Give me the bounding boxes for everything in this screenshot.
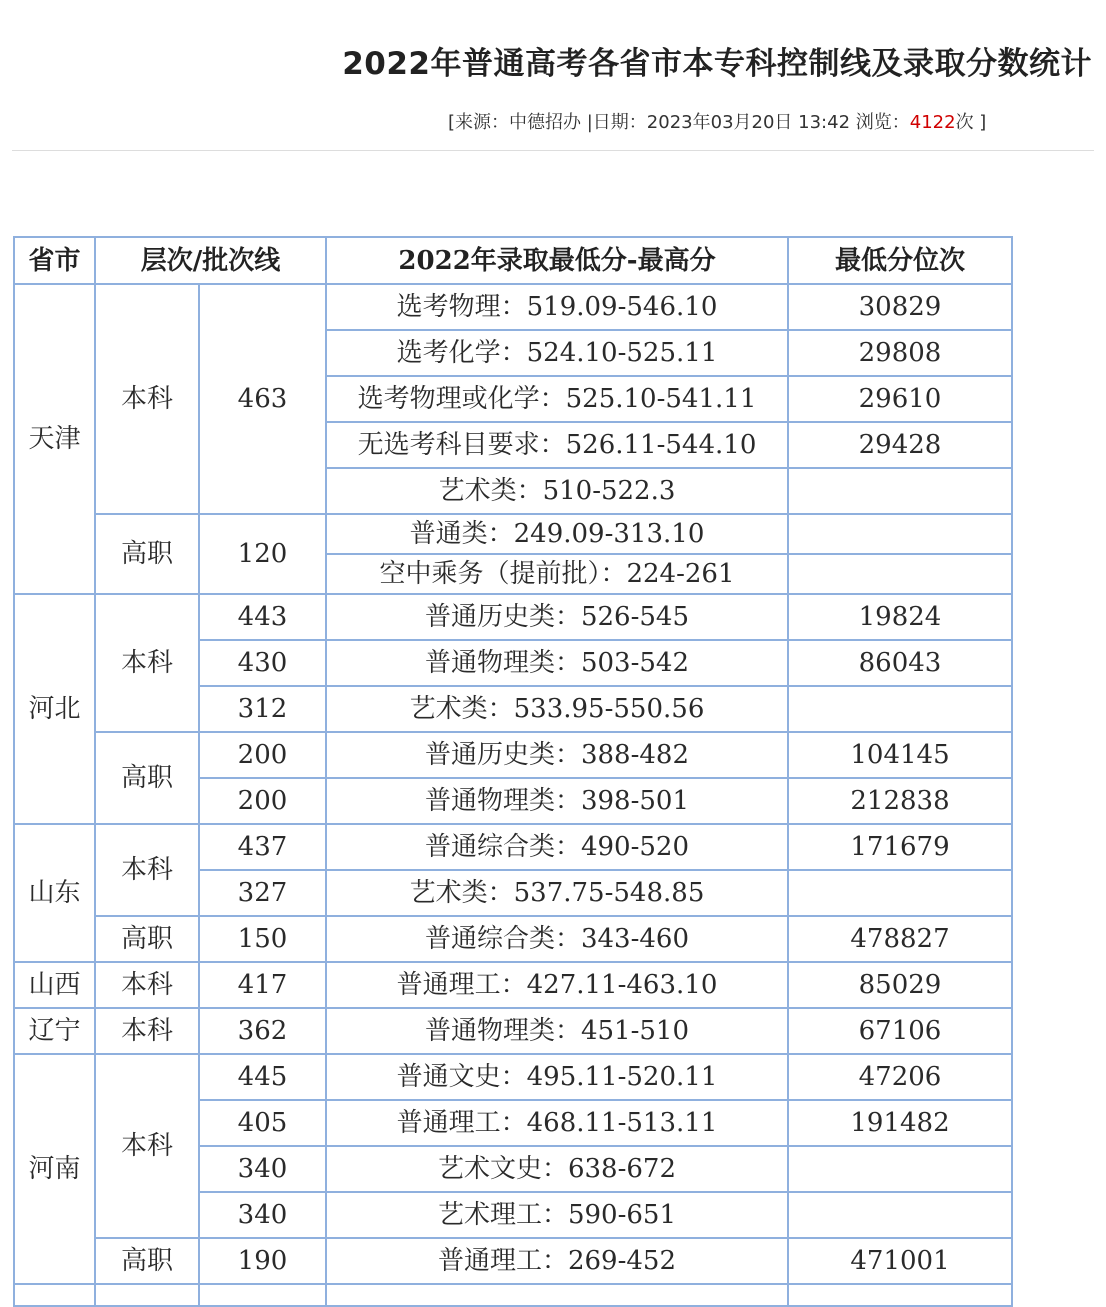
batch-line-cell: 120 — [199, 514, 326, 594]
level-cell: 本科 — [95, 824, 199, 916]
header-min-rank: 最低分位次 — [788, 237, 1012, 284]
table-row — [14, 732, 1012, 778]
province-cell: 辽宁 — [14, 1008, 95, 1054]
header-score-range: 2022年录取最低分-最高分 — [326, 237, 788, 284]
min-rank-cell: 478827 — [788, 916, 1012, 962]
level-cell: 高职 — [95, 916, 199, 962]
score-range-cell: 艺术类：537.75-548.85 — [326, 870, 788, 916]
article-title: 2022年普通高考各省市本专科控制线及录取分数统计 — [342, 46, 1092, 82]
batch-line-cell: 437 — [199, 824, 326, 870]
table-header-row — [14, 237, 1012, 284]
admission-score-table — [13, 236, 1013, 1307]
score-range-cell: 无选考科目要求：526.11-544.10 — [326, 422, 788, 468]
level-cell: 本科 — [95, 1054, 199, 1238]
batch-line-cell: 312 — [199, 686, 326, 732]
min-rank-cell — [788, 686, 1012, 732]
min-rank-cell: 29808 — [788, 330, 1012, 376]
min-rank-cell — [788, 468, 1012, 514]
score-range-cell: 普通综合类：490-520 — [326, 824, 788, 870]
score-range-cell: 普通历史类：388-482 — [326, 732, 788, 778]
min-rank-cell: 30829 — [788, 284, 1012, 330]
score-range-cell: 艺术文史：638-672 — [326, 1146, 788, 1192]
level-cell: 本科 — [95, 594, 199, 732]
level-cell: 高职 — [95, 514, 199, 594]
table-row — [14, 594, 1012, 640]
score-range-cell: 空中乘务（提前批）：224-261 — [326, 554, 788, 594]
province-cell: 天津 — [14, 284, 95, 594]
score-range-cell: 艺术类：510-522.3 — [326, 468, 788, 514]
batch-line-cell: 430 — [199, 640, 326, 686]
province-cell: 河北 — [14, 594, 95, 824]
min-rank-cell: 191482 — [788, 1100, 1012, 1146]
min-rank-cell — [788, 1192, 1012, 1238]
batch-line-cell: 327 — [199, 870, 326, 916]
min-rank-cell — [788, 554, 1012, 594]
min-rank-cell — [788, 514, 1012, 554]
header-province: 省市 — [14, 237, 95, 284]
score-range-cell: 普通类：249.09-313.10 — [326, 514, 788, 554]
min-rank-cell: 471001 — [788, 1238, 1012, 1284]
score-range-cell: 普通理工：427.11-463.10 — [326, 962, 788, 1008]
province-cell: 山东 — [14, 824, 95, 962]
min-rank-cell: 104145 — [788, 732, 1012, 778]
min-rank-cell: 19824 — [788, 594, 1012, 640]
score-range-cell: 选考化学：524.10-525.11 — [326, 330, 788, 376]
score-range-cell: 普通理工：269-452 — [326, 1238, 788, 1284]
batch-line-cell: 150 — [199, 916, 326, 962]
batch-line-cell: 340 — [199, 1192, 326, 1238]
min-rank-cell: 29610 — [788, 376, 1012, 422]
table-row — [14, 1054, 1012, 1100]
batch-line-cell: 417 — [199, 962, 326, 1008]
batch-line-cell: 200 — [199, 778, 326, 824]
table-row-partial — [14, 1284, 1012, 1306]
score-range-cell: 选考物理：519.09-546.10 — [326, 284, 788, 330]
min-rank-cell: 171679 — [788, 824, 1012, 870]
min-rank-cell: 212838 — [788, 778, 1012, 824]
article-meta — [448, 108, 986, 134]
score-range-cell: 普通物理类：451-510 — [326, 1008, 788, 1054]
score-range-cell: 普通历史类：526-545 — [326, 594, 788, 640]
score-range-cell: 普通物理类：503-542 — [326, 640, 788, 686]
batch-line-cell: 463 — [199, 284, 326, 514]
table-row — [14, 962, 1012, 1008]
score-range-cell: 普通物理类：398-501 — [326, 778, 788, 824]
table-row — [14, 514, 1012, 554]
batch-line-cell: 443 — [199, 594, 326, 640]
view-count: 4122 — [909, 112, 956, 133]
header-level-batch: 层次/批次线 — [95, 237, 326, 284]
level-cell: 本科 — [95, 1008, 199, 1054]
province-cell: 河南 — [14, 1054, 95, 1284]
table-row — [14, 824, 1012, 870]
header-divider — [12, 150, 1094, 151]
level-cell: 本科 — [95, 284, 199, 514]
batch-line-cell: 405 — [199, 1100, 326, 1146]
batch-line-cell: 190 — [199, 1238, 326, 1284]
batch-line-cell: 200 — [199, 732, 326, 778]
min-rank-cell: 85029 — [788, 962, 1012, 1008]
min-rank-cell: 29428 — [788, 422, 1012, 468]
batch-line-cell: 340 — [199, 1146, 326, 1192]
min-rank-cell — [788, 1146, 1012, 1192]
table-row — [14, 284, 1012, 330]
min-rank-cell — [788, 870, 1012, 916]
level-cell: 高职 — [95, 1238, 199, 1284]
score-range-cell: 普通文史：495.11-520.11 — [326, 1054, 788, 1100]
min-rank-cell: 67106 — [788, 1008, 1012, 1054]
table-row — [14, 916, 1012, 962]
province-cell: 山西 — [14, 962, 95, 1008]
min-rank-cell: 86043 — [788, 640, 1012, 686]
score-range-cell: 普通综合类：343-460 — [326, 916, 788, 962]
meta-suffix: 次 ] — [955, 112, 987, 133]
score-range-cell: 选考物理或化学：525.10-541.11 — [326, 376, 788, 422]
level-cell: 本科 — [95, 962, 199, 1008]
score-range-cell: 艺术理工：590-651 — [326, 1192, 788, 1238]
table-row — [14, 1238, 1012, 1284]
min-rank-cell: 47206 — [788, 1054, 1012, 1100]
level-cell: 高职 — [95, 732, 199, 824]
table-row — [14, 1008, 1012, 1054]
score-range-cell: 艺术类：533.95-550.56 — [326, 686, 788, 732]
batch-line-cell: 362 — [199, 1008, 326, 1054]
meta-source-date: [来源：中德招办 |日期：2023年03月20日 13:42 浏览： — [448, 112, 910, 133]
batch-line-cell: 445 — [199, 1054, 326, 1100]
score-range-cell: 普通理工：468.11-513.11 — [326, 1100, 788, 1146]
